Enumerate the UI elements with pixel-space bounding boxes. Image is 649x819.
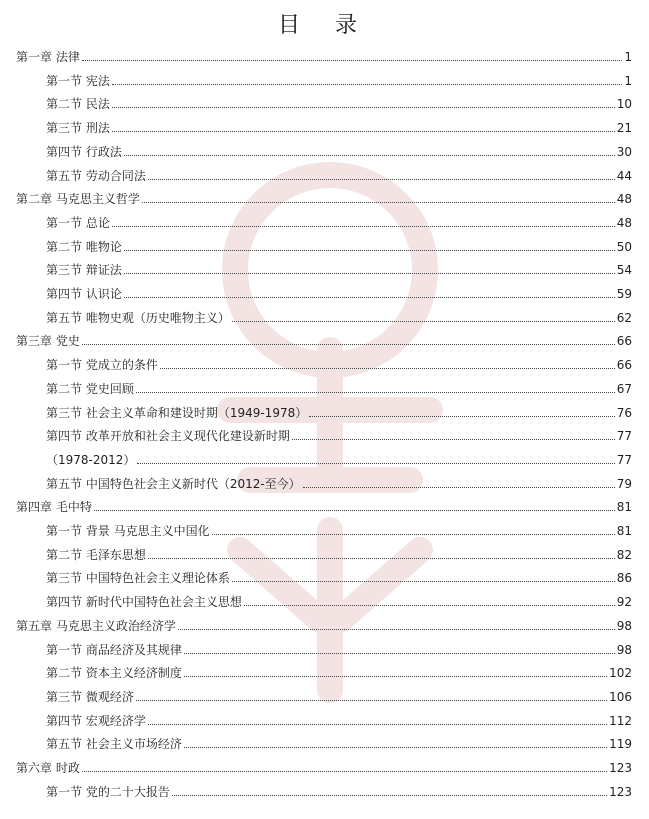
toc-entry-label: 第五章 马克思主义政治经济学 [16, 618, 176, 633]
toc-page-number: 112 [609, 713, 632, 728]
toc-page-number: 54 [616, 263, 632, 278]
toc-section-entry[interactable] [46, 566, 632, 586]
dot-leader [244, 604, 615, 606]
toc-entry-label: 第三章 党史 [16, 334, 80, 349]
toc-entry-label: 第一节 背景 马克思主义中国化 [46, 524, 210, 538]
dot-leader [136, 699, 607, 701]
toc-page-number: 21 [616, 121, 632, 136]
dot-leader [148, 557, 615, 559]
toc-section-entry[interactable] [46, 448, 632, 468]
toc-entry-label: 第二章 马克思主义哲学 [16, 192, 140, 207]
toc-entry-label: 第三节 微观经济 [46, 689, 134, 704]
toc-chapter-entry[interactable] [16, 329, 632, 349]
toc-page-number: 123 [609, 784, 632, 799]
toc-chapter-entry[interactable] [16, 45, 632, 65]
toc-chapter-entry[interactable] [16, 614, 632, 634]
toc-page-number: 62 [616, 310, 632, 325]
toc-entry-label: 第一章 法律 [16, 50, 80, 64]
toc-entry-label: 第四节 认识论 [46, 287, 122, 301]
dot-leader [184, 652, 615, 654]
toc-page-number: 66 [616, 358, 632, 373]
dot-leader [124, 272, 615, 274]
toc-entry-label: 第四节 宏观经济学 [46, 713, 146, 728]
toc-entry-label: 第五节 劳动合同法 [46, 168, 146, 183]
dot-leader [124, 296, 615, 298]
dot-leader [82, 59, 623, 61]
toc-section-entry[interactable] [46, 69, 632, 89]
toc-page-number: 106 [609, 689, 632, 704]
toc-page-number: 77 [616, 429, 632, 444]
toc-page-number: 92 [616, 595, 632, 610]
toc-section-entry[interactable] [46, 116, 632, 136]
toc-section-entry[interactable] [46, 353, 632, 373]
toc-page-number: 10 [616, 97, 632, 112]
dot-leader [112, 130, 615, 132]
toc-entry-label: 第二节 资本主义经济制度 [46, 666, 182, 681]
dot-leader [82, 343, 615, 345]
toc-page-number: 123 [609, 761, 632, 775]
toc-page-number: 86 [616, 571, 632, 586]
toc-section-entry[interactable] [46, 732, 632, 752]
dot-leader [124, 154, 615, 156]
dot-leader [112, 83, 623, 85]
toc-page-number: 30 [616, 144, 632, 159]
toc-section-entry[interactable] [46, 140, 632, 160]
dot-leader [124, 249, 615, 251]
toc-page-number: 77 [616, 452, 632, 467]
toc-entry-label: 第一节 商品经济及其规律 [46, 642, 182, 657]
toc-page-number: 50 [616, 239, 632, 254]
dot-leader [303, 486, 615, 488]
toc-section-entry[interactable] [46, 424, 632, 444]
dot-leader [212, 533, 615, 535]
toc-section-entry[interactable] [46, 164, 632, 184]
toc-entry-label: 第四节 改革开放和社会主义现代化建设新时期 [46, 429, 290, 444]
toc-section-entry[interactable] [46, 590, 632, 610]
toc-section-entry[interactable] [46, 780, 632, 800]
dot-leader [160, 367, 615, 369]
toc-page-number: 1 [624, 50, 632, 64]
toc-section-entry[interactable] [46, 211, 632, 231]
dot-leader [112, 106, 615, 108]
toc-entry-label: 第四章 毛中特 [16, 500, 92, 515]
toc-entry-label: 第一节 宪法 [46, 73, 110, 88]
toc-page-number: 44 [616, 168, 632, 183]
toc-section-entry[interactable] [46, 709, 632, 729]
dot-leader [232, 580, 615, 582]
page-title: 目 录 [278, 13, 371, 38]
dot-leader [136, 391, 615, 393]
toc-entry-label: 第五节 中国特色社会主义新时代（2012-至今） [46, 476, 301, 491]
toc-section-entry[interactable] [46, 543, 632, 563]
dot-leader [82, 770, 607, 772]
dot-leader [178, 628, 615, 630]
toc-entry-label: （1978-2012） [46, 452, 136, 467]
dot-leader [172, 794, 607, 796]
toc-section-entry[interactable] [46, 685, 632, 705]
dot-leader [112, 225, 615, 227]
toc-page-number: 98 [616, 618, 632, 633]
toc-section-entry[interactable] [46, 661, 632, 681]
toc-entry-label: 第三节 辩证法 [46, 263, 122, 278]
toc-page-number: 1 [624, 73, 632, 88]
dot-leader [184, 675, 607, 677]
toc-entry-label: 第五节 社会主义市场经济 [46, 737, 182, 752]
toc-section-entry[interactable] [46, 92, 632, 112]
toc-page-number: 59 [616, 287, 632, 301]
toc-entry-label: 第一节 党成立的条件 [46, 358, 158, 373]
toc-section-entry[interactable] [46, 282, 632, 302]
toc-entry-label: 第二节 唯物论 [46, 239, 122, 254]
toc-page-number: 81 [616, 524, 632, 538]
toc-entry-label: 第四节 新时代中国特色社会主义思想 [46, 595, 242, 610]
toc-page-number: 48 [616, 192, 632, 207]
dot-leader [309, 415, 614, 417]
dot-leader [137, 462, 614, 464]
toc-section-entry[interactable] [46, 377, 632, 397]
toc-section-entry[interactable] [46, 472, 632, 492]
dot-leader [94, 509, 615, 511]
toc-section-entry[interactable] [46, 638, 632, 658]
toc-entry-label: 第一节 党的二十大报告 [46, 784, 170, 799]
toc-entry-label: 第四节 行政法 [46, 144, 122, 159]
toc-page-number: 79 [616, 476, 632, 491]
toc-chapter-entry[interactable] [16, 187, 632, 207]
toc-page-number: 98 [616, 642, 632, 657]
toc-page-number: 81 [616, 500, 632, 515]
dot-leader [292, 438, 615, 440]
toc-entry-label: 第二节 民法 [46, 97, 110, 112]
toc-entry-label: 第六章 时政 [16, 761, 80, 775]
toc-section-entry[interactable] [46, 258, 632, 278]
toc-entry-label: 第五节 唯物史观（历史唯物主义） [46, 310, 230, 325]
toc-entry-label: 第二节 毛泽东思想 [46, 547, 146, 562]
toc-page-number: 82 [616, 547, 632, 562]
toc-section-entry[interactable] [46, 306, 632, 326]
toc-page-number: 66 [616, 334, 632, 349]
toc-entry-label: 第二节 党史回顾 [46, 381, 134, 396]
toc-chapter-entry[interactable] [16, 756, 632, 776]
toc-section-entry[interactable] [46, 235, 632, 255]
toc-entry-label: 第三节 中国特色社会主义理论体系 [46, 571, 230, 586]
dot-leader [142, 201, 615, 203]
toc-page-number: 76 [616, 405, 632, 420]
toc-page-number: 67 [616, 381, 632, 396]
toc-entry-label: 第三节 刑法 [46, 121, 110, 136]
toc-page-number: 48 [616, 215, 632, 230]
toc-page-number: 119 [609, 737, 632, 752]
toc-section-entry[interactable] [46, 401, 632, 421]
dot-leader [148, 723, 607, 725]
toc-chapter-entry[interactable] [16, 495, 632, 515]
toc-entry-label: 第三节 社会主义革命和建设时期（1949-1978） [46, 405, 308, 420]
dot-leader [184, 746, 607, 748]
dot-leader [232, 320, 615, 322]
toc-entry-label: 第一节 总论 [46, 215, 110, 230]
toc-page-number: 102 [609, 666, 632, 681]
dot-leader [148, 178, 615, 180]
toc-section-entry[interactable] [46, 519, 632, 539]
